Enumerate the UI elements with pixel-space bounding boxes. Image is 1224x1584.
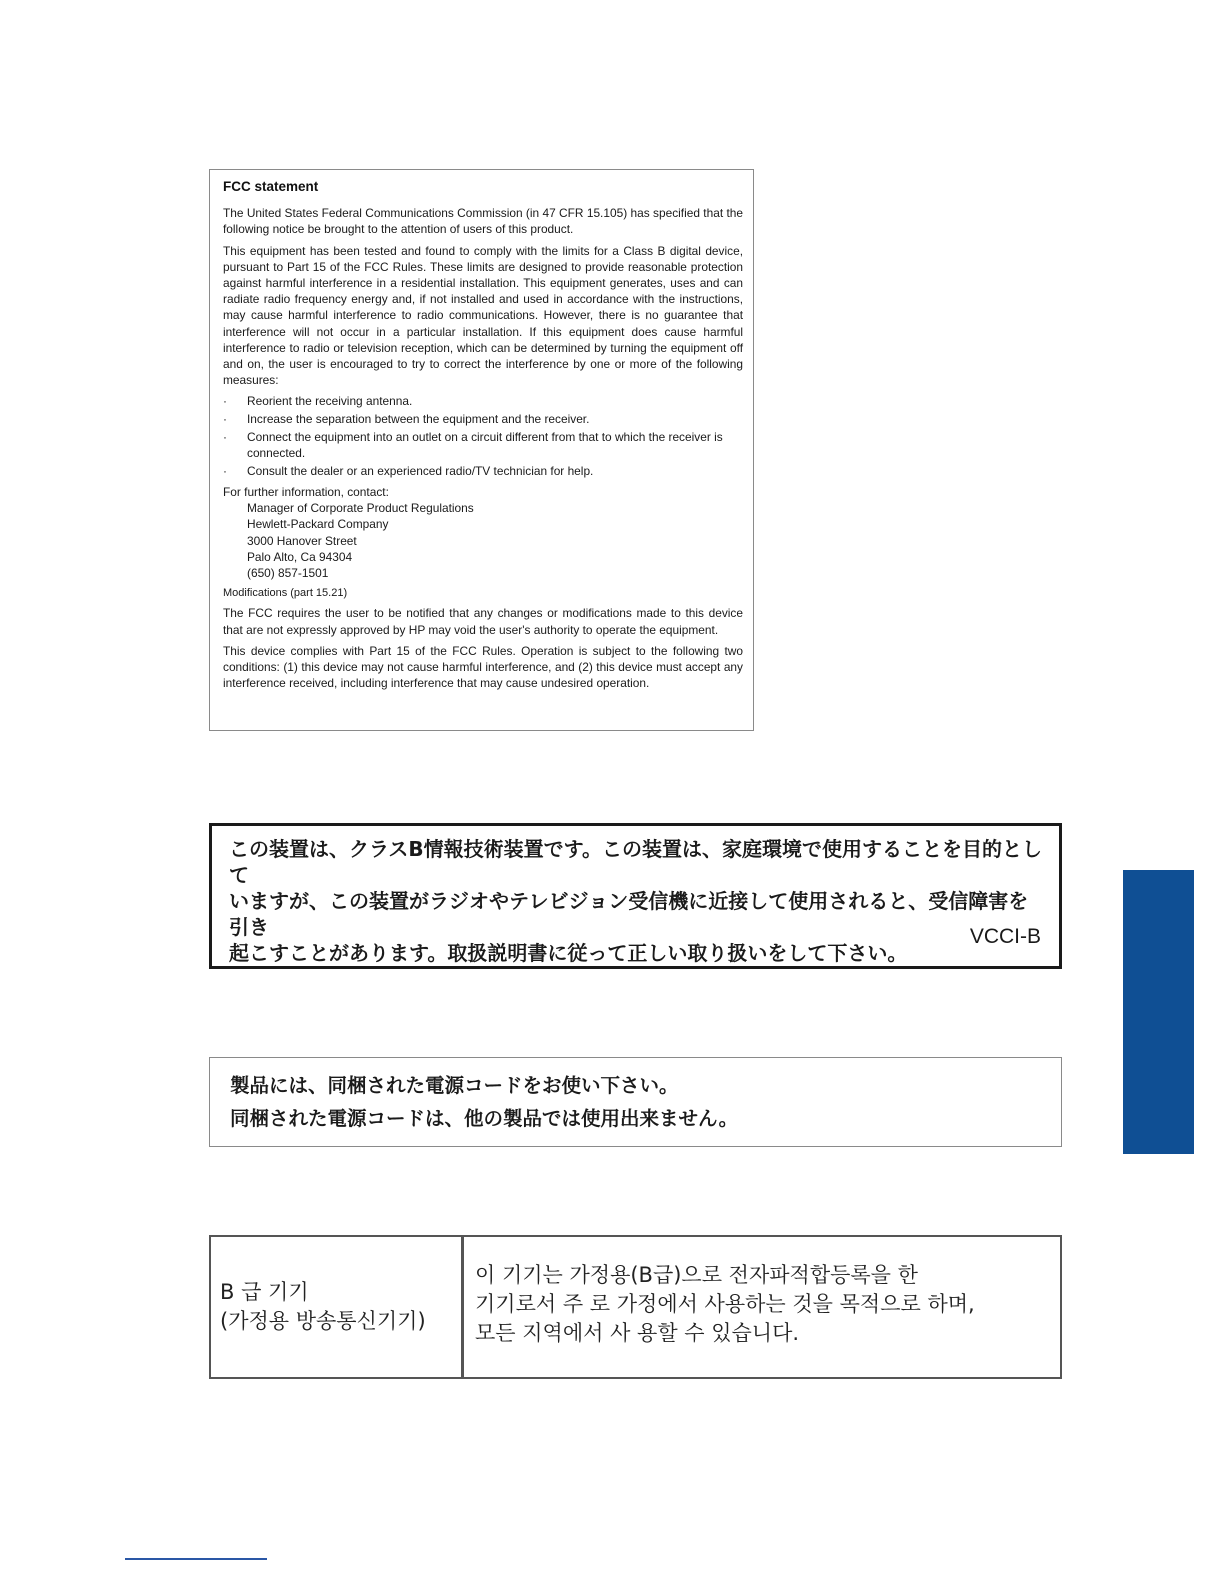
power-cord-line: 同梱された電源コードは、他の製品では使用出来ません。 <box>230 1107 739 1130</box>
list-item: · Connect the equipment into an outlet on a circuit different from that to which the receiver is connected. <box>223 429 723 461</box>
fcc-intro: The United States Federal Communications Commission (in 47 CFR 15.105) has specified that the following notice be brought to the attention of users of this product. <box>223 206 743 237</box>
fcc-paragraph: This equipment has been tested and found to comply with the limits for a Class B digital device, pursuant to Part 15 of the FCC Rules. These limits are designed to provide reasonable protection against harmful interference in a residential installation. This equipment generates, uses and can radiate radio frequency energy and, if not installed and used in accordance with the instructions, may cause harmful interference to radio communications. However, there is no guarantee that interference will not occur in a particular installation. If this equipment does cause harmful interference to radio or television reception, which can be determined by turning the equipment off and on, the user is encouraged to try to correct the interference by one or more of the following measures: <box>223 243 743 388</box>
chapter-side-tab <box>1123 870 1194 1154</box>
contact-heading: For further information, contact: <box>223 484 389 499</box>
footer-rule <box>125 1558 267 1560</box>
contact-line: Hewlett-Packard Company <box>247 517 389 532</box>
fcc-statement-box <box>209 169 754 731</box>
contact-line: (650) 857-1501 <box>247 565 329 580</box>
vcci-notice-box <box>209 823 1062 969</box>
bullet-icon: · <box>223 394 227 409</box>
bullet-icon: · <box>223 463 227 478</box>
bullet-icon: · <box>223 429 227 444</box>
contact-line: Palo Alto, Ca 94304 <box>247 549 353 564</box>
modifications-heading: Modifications (part 15.21) <box>223 587 348 600</box>
korea-statement-line: 기기로서 주 로 가정에서 사용하는 것을 목적으로 하며, <box>475 1292 975 1316</box>
vcci-line: 起こすことがあります。取扱説明書に従って正しい取り扱いをして下さい。 <box>229 941 908 965</box>
contact-line: Manager of Corporate Product Regulations <box>247 501 474 516</box>
list-item: · Reorient the receiving antenna. <box>223 394 413 409</box>
compliance-text: This device complies with Part 15 of the FCC Rules. Operation is subject to the following two conditions: (1) this device may not cause harmful interference, and (2) this device must accept any interference received, including interference that may cause undesired operation. <box>223 643 743 691</box>
korea-statement-line: 이 기기는 가정용(B급)으로 전자파적합등록을 한 <box>475 1263 918 1287</box>
power-cord-notice-box <box>209 1057 1062 1147</box>
vcci-code: VCCI-B <box>969 925 1041 948</box>
korea-class-line: B 급 기기 <box>220 1280 309 1304</box>
vcci-line: この装置は、クラスB情報技術装置です。この装置は、家庭環境で使用することを目的として <box>229 837 1043 887</box>
korea-class-cell <box>211 1237 464 1377</box>
korea-notice-table <box>209 1235 1062 1379</box>
list-item: · Consult the dealer or an experienced radio/TV technician for help. <box>223 463 594 478</box>
korea-statement-line: 모든 지역에서 사 용할 수 있습니다. <box>475 1321 800 1345</box>
vcci-line: いますが、この装置がラジオやテレビジョン受信機に近接して使用されると、受信障害を引き <box>229 889 1029 939</box>
korea-class-line: (가정용 방송통신기기) <box>220 1309 426 1333</box>
list-item: · Increase the separation between the equipment and the receiver. <box>223 412 590 427</box>
fcc-measures-list <box>223 393 743 479</box>
contact-block <box>247 500 743 581</box>
korea-statement-cell <box>464 1237 1060 1377</box>
bullet-icon: · <box>223 412 227 427</box>
modifications-text: The FCC requires the user to be notified that any changes or modifications made to this device that are not expressly approved by HP may void the user's authority to operate the equipment. <box>223 606 743 637</box>
fcc-title: FCC statement <box>223 179 319 194</box>
contact-line: 3000 Hanover Street <box>247 533 357 548</box>
power-cord-line: 製品には、同梱された電源コードをお使い下さい。 <box>230 1074 679 1097</box>
